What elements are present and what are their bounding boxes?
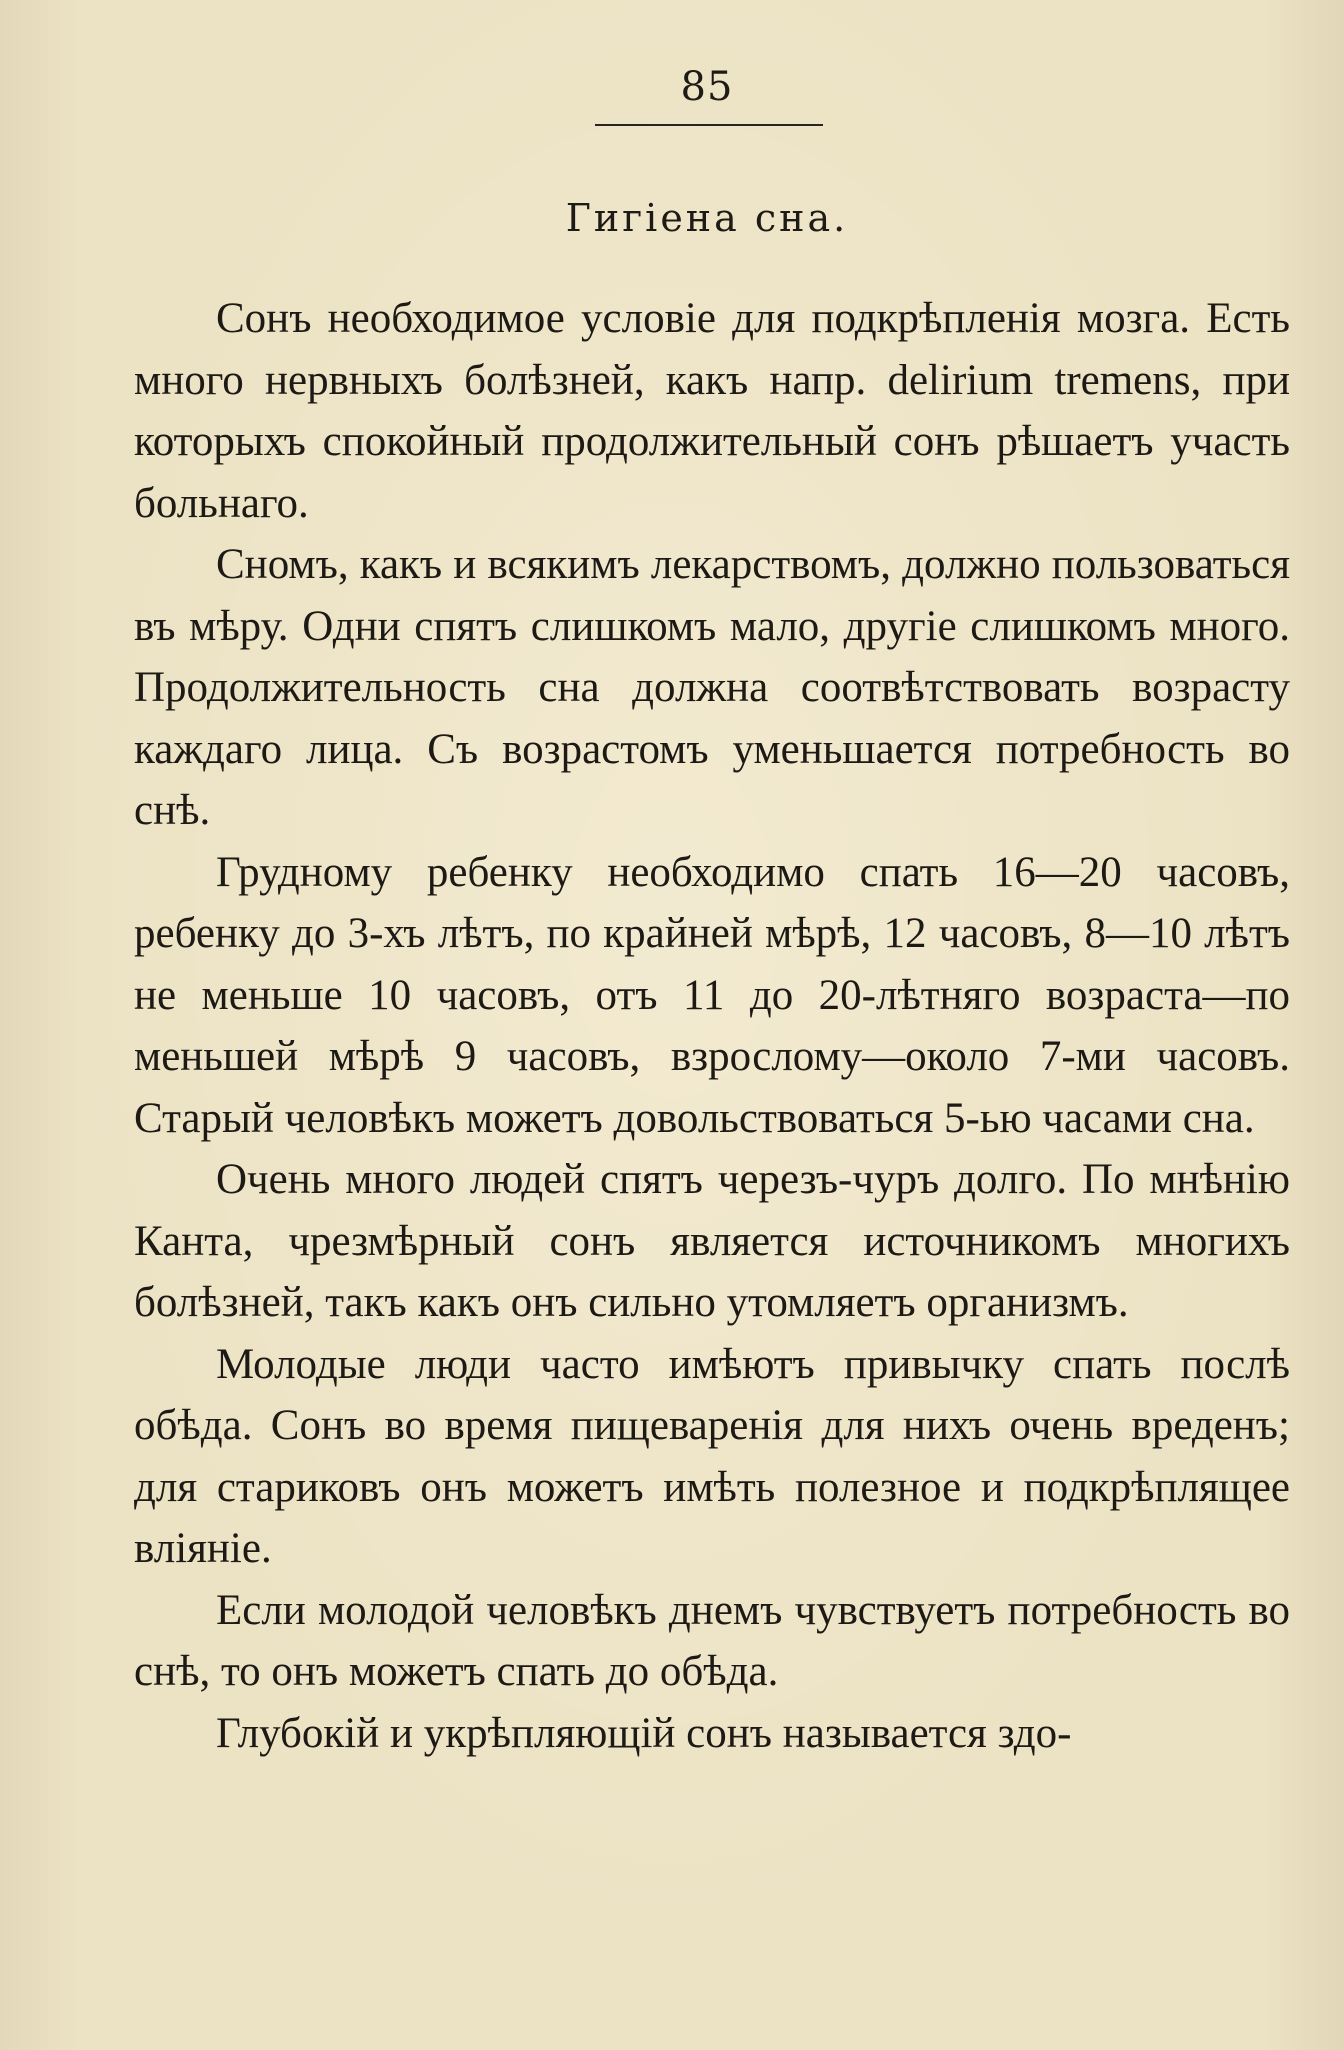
paragraph: Молодые люди часто имѣютъ привычку спать послѣ обѣда. Сонъ во время пищеваренія для нихъ очень вреденъ; для стариковъ онъ можетъ имѣть полезное и подкрѣплящее вліяніе. (134, 1340, 1290, 1572)
body-text (134, 288, 1290, 1764)
paragraph: Глубокій и укрѣпляющій сонъ называется здо- (216, 1709, 1072, 1757)
paragraph: Если молодой человѣкъ днемъ чувствуетъ потребность во снѣ, то онъ можетъ спать до обѣда. (134, 1586, 1290, 1695)
paragraph: Сномъ, какъ и всякимъ лекарствомъ, должно пользоваться въ мѣру. Одни спятъ слишкомъ мало, другіе слишкомъ много. Продолжительность сна должна соотвѣтствовать возрасту каждаго лица. Съ возрастомъ уменьшается потребность во снѣ. (134, 541, 1290, 834)
paragraph: Очень много людей спятъ черезъ-чуръ долго. По мнѣнію Канта, чрезмѣрный сонъ является источникомъ многихъ болѣзней, такъ какъ онъ сильно утомляетъ организмъ. (134, 1156, 1290, 1326)
page-number: 85 (680, 64, 734, 110)
paragraph: Грудному ребенку необходимо спать 16—20 часовъ, ребенку до 3-хъ лѣтъ, по крайней мѣрѣ, 12 часовъ, 8—10 лѣтъ не меньше 10 часовъ, отъ 11 до 20-лѣтняго возраста—по меньшей мѣрѣ 9 часовъ, взрослому—около 7-ми часовъ. Старый человѣкъ можетъ довольствоваться 5-ью часами сна. (134, 848, 1290, 1142)
section-title: Гигіена сна. (565, 196, 849, 240)
header-rule (595, 124, 823, 126)
paragraph: Сонъ необходимое условіе для подкрѣпленія мозга. Есть много нервныхъ болѣзней, какъ напр. delirium tremens, при которыхъ спокойный продолжительный сонъ рѣшаетъ участь больнаго. (134, 295, 1290, 527)
